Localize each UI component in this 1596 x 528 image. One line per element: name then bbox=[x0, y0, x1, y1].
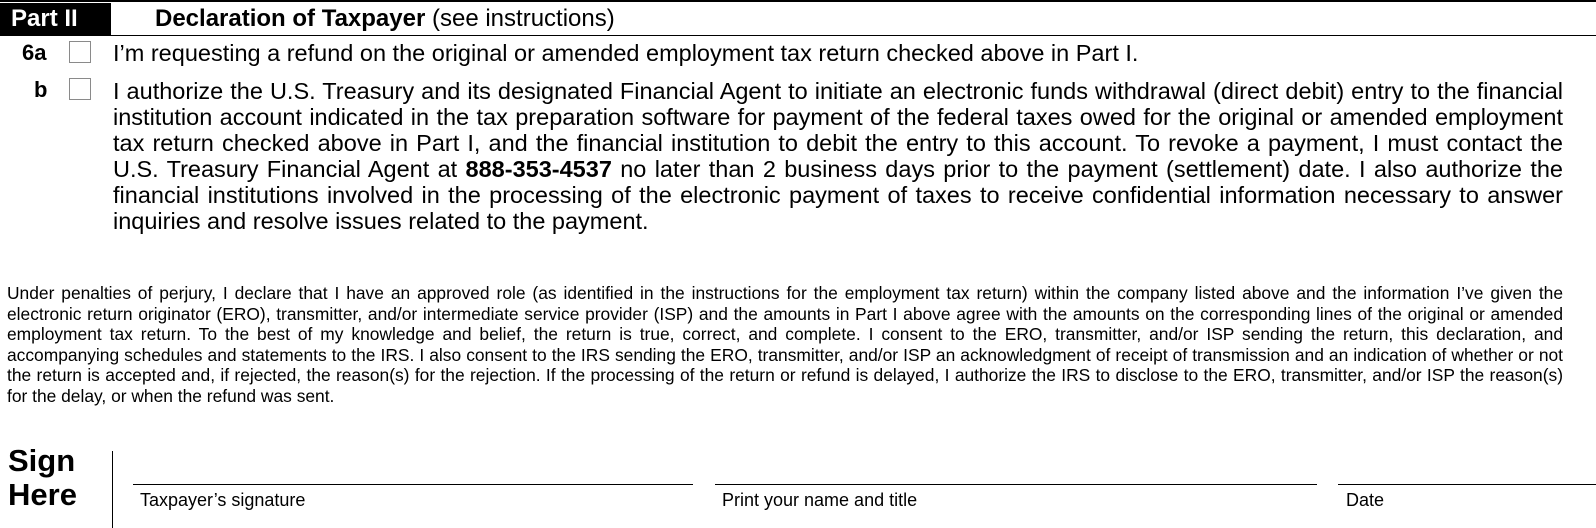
line-6b-text-after: no later than 2 business days prior to the payment (settlement) date. I also authorize the financial institutions involved in the processing of the electronic payment of taxes to receive confidential information necessary to answer inquiries and resolve issues related to the payment. bbox=[113, 156, 1563, 234]
sign-divider bbox=[112, 451, 113, 528]
line-6a-checkbox[interactable] bbox=[69, 41, 91, 63]
sign-here-section bbox=[0, 444, 1596, 528]
date-caption: Date bbox=[1346, 490, 1385, 510]
part-title-bold: Declaration of Taxpayer bbox=[155, 5, 426, 32]
sign-label-line1: Sign bbox=[8, 443, 76, 478]
signature-field[interactable] bbox=[133, 484, 693, 485]
line-6b-text bbox=[113, 78, 1563, 234]
line-6b-checkbox[interactable] bbox=[69, 78, 91, 100]
sign-label-line2: Here bbox=[8, 477, 77, 512]
sign-here-label bbox=[8, 444, 77, 512]
line-6a-text: I’m requesting a refund on the original or amended employment tax return checked above in Part I. bbox=[113, 40, 1139, 66]
part-badge: Part II bbox=[0, 3, 111, 35]
perjury-statement: Under penalties of perjury, I declare that I have an approved role (as identified in the instructions for the employment tax return) within the company listed above and the information I’ve given the electronic return originator (ERO), transmitter, and/or intermediate service provider (ISP) and the amounts in Part I above agree with the amounts on the corresponding lines of the original or amended employment tax return. To the best of my knowledge and belief, the return is true, correct, and complete. I consent to the ERO, transmitter, and/or ISP sending the return, this declaration, and accompanying schedules and statements to the IRS. I also consent to the IRS sending the ERO, transmitter, and/or ISP an acknowledgment of receipt of transmission and an indication of whether or not the return is accepted and, if rejected, the reason(s) for the rejection. If the processing of the return or refund is delayed, I authorize the IRS to disclose to the ERO, transmitter, and/or ISP the reason(s) for the delay, or when the refund was sent. bbox=[7, 283, 1563, 406]
part-title-rest: (see instructions) bbox=[425, 5, 615, 32]
name-title-caption: Print your name and title bbox=[722, 490, 918, 510]
name-title-field[interactable] bbox=[715, 484, 1317, 485]
line-6a-label: 6a bbox=[22, 40, 47, 65]
treasury-phone-number: 888-353-4537 bbox=[465, 156, 612, 182]
part-ii-header bbox=[0, 0, 1596, 36]
line-6b-label: b bbox=[34, 77, 48, 102]
part-title bbox=[155, 3, 615, 35]
signature-caption: Taxpayer’s signature bbox=[140, 490, 306, 510]
date-field[interactable] bbox=[1338, 484, 1596, 485]
line-6b-text-before: I authorize the U.S. Treasury and its designated Financial Agent to initiate an electronic funds withdrawal (direct debit) entry to the financial institution account indicated in the tax preparation software for payment of the federal taxes owed for the original or amended employment tax return checked above in Part I, and the financial institution to debit the entry to this account. To revoke a payment, I must contact the U.S. Treasury Financial Agent at bbox=[113, 78, 1563, 182]
